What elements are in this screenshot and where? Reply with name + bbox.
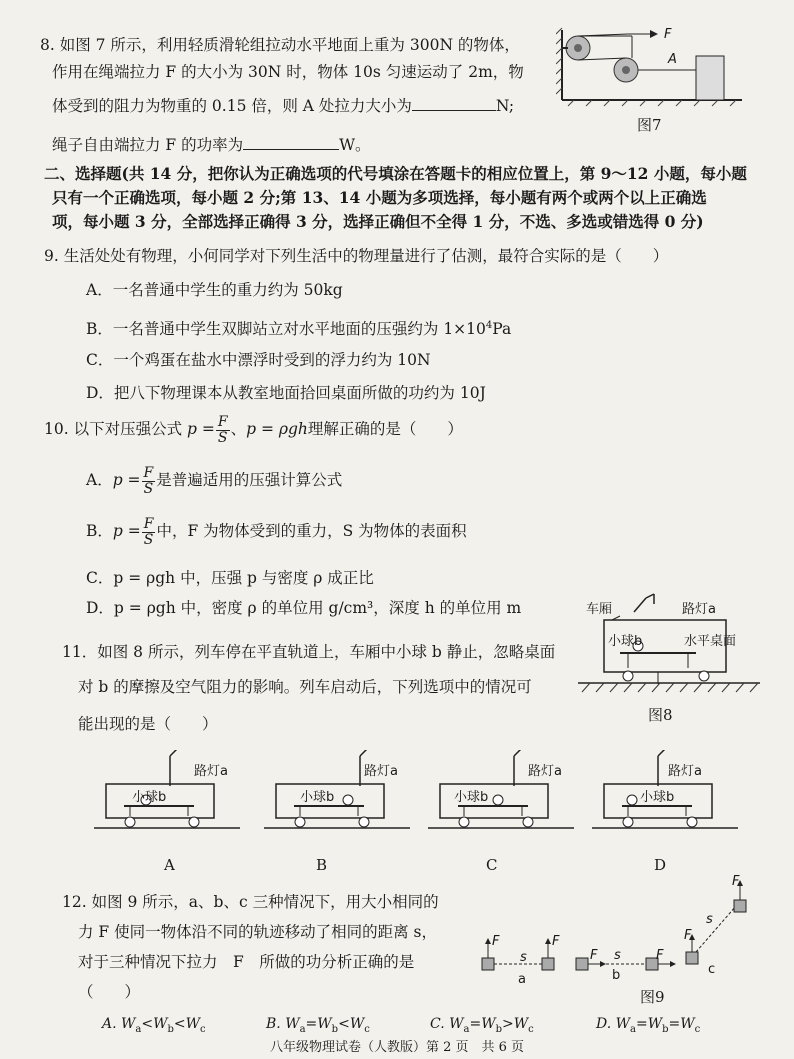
q12-option-c[interactable]: C. $W_a=W_b>W_c$ [430,1016,534,1035]
figure-9-a-force-1: F [492,934,500,949]
figure-8-label-car: 车厢 [586,602,613,617]
q10-pressure-eq: p = [187,420,215,438]
q12-option-d[interactable]: D. $W_a=W_b=W_c$ [596,1016,701,1035]
q9-option-c[interactable]: C．一个鸡蛋在盐水中漂浮时受到的浮力约为 10N [86,351,431,369]
figure-9-label-c: c [708,962,716,977]
figure-7-pulley [556,24,746,108]
q10-fraction [216,415,230,446]
q9-option-b-text: B．一名普通中学生双脚站立对水平地面的压强约为 1×10 [86,320,486,339]
figure-9-b-force-1: F [590,948,598,963]
q9-option-b-unit: Pa [492,320,512,339]
q9-option-b[interactable] [86,316,511,339]
q12-option-b-text: B. W [266,1016,300,1032]
q8-line4 [52,135,371,155]
section2-line2: 只有一个正确选项，每小题 2 分;第 13、14 小题为多项选择，每小题有两个或两个以上正确选 [52,188,707,207]
q12-option-b[interactable]: B. $W_a=W_b<W_c$ [266,1016,370,1035]
q12-option-a[interactable]: A. $W_a<W_b<W_c$ [102,1016,206,1035]
q8-line3-unit: N; [495,97,515,115]
q8-blank-1[interactable] [412,96,496,111]
q11-option-a-ball-label: 小球b [132,790,167,805]
q9-option-b-exponent: 4 [485,320,493,331]
q11-option-d-lamp-label: 路灯a [668,764,702,779]
section2-line1: 二、选择题(共 14 分，把你认为正确选项的代号填涂在答题卡的相应位置上，第 9～12 小题，每小题 [44,164,747,183]
q8-line2: 作用在绳端拉力 F 的大小为 30N 时，物体 10s 匀速运动了 2m，物 [52,63,524,81]
q9-option-d[interactable]: D．把八下物理课本从教室地面拾回桌面所做的功约为 10J [86,384,486,402]
q11-line1: 11．如图 8 所示，列车停在平直轨道上，车厢中小球 b 静止，忽略桌面 [62,643,556,661]
q11-option-d-ball-label: 小球b [640,790,675,805]
q10-stem-sep: 、 [230,420,247,438]
figure-9-b-force-2: F [656,948,664,963]
q8-line1: 8. 如图 7 所示，利用轻质滑轮组拉动水平地面上重为 300N 的物体， [40,36,520,54]
q8-line3 [52,96,514,116]
q10-frac-den: S [217,429,228,446]
q8-line4-text: 绳子自由端拉力 F 的功率为 [52,136,244,154]
page-footer: 八年级物理试卷（人教版）第 2 页 共 6 页 [269,1040,525,1055]
q10-frac-num: F [217,413,228,430]
figure-7-caption: 图7 [637,116,662,134]
figure-7-label-a: A [668,52,677,67]
q11-line2: 对 b 的摩擦及空气阻力的影响。列车启动后，下列选项中的情况可 [78,678,532,696]
q10-option-b[interactable] [86,516,467,548]
q12-line4: （ ） [78,983,141,1001]
q10-option-b-fraction [142,517,156,548]
q10-option-b-text: 中，F 为物体受到的重力，S 为物体的表面积 [156,522,467,540]
q10-option-a-den: S [143,480,154,497]
q10-option-a-letter: A． [86,471,113,489]
figure-9-a-distance: s [520,950,527,965]
figure-8-label-ball: 小球b [608,634,643,649]
q10-option-a-fraction [142,466,156,497]
q10-option-a-eq: p = [112,471,141,489]
figure-9-c-distance: s [706,912,713,927]
q10-option-a-text: 是普遍适用的压强计算公式 [156,471,343,489]
q10-option-b-num: F [143,515,154,532]
q11-choice-d[interactable]: D [654,856,667,874]
q10-option-a[interactable] [86,465,342,497]
figure-9-a-force-2: F [552,934,560,949]
q11-option-b-lamp-label: 路灯a [364,764,398,779]
q12-line3: 对于三种情况下拉力 F 所做的功分析正确的是 [78,953,415,971]
q10-option-b-eq: p = [112,522,141,540]
q10-stem [44,414,463,446]
figure-9-label-a: a [518,972,526,987]
figure-9-c-force-1: F [684,928,692,943]
figure-9-b-distance: s [614,948,621,963]
figure-9-label-b: b [612,968,621,983]
q11-choice-c[interactable]: C [486,856,498,874]
q10-option-b-letter: B． [86,522,113,540]
q8-line4-unit: W。 [339,136,371,154]
q9-stem: 9. 生活处处有物理，小何同学对下列生活中的物理量进行了估测，最符合实际的是（ ） [44,247,669,265]
q11-option-b-ball-label: 小球b [300,790,335,805]
figure-8-caption: 图8 [648,706,673,724]
figure-9-caption: 图9 [640,988,665,1006]
q11-choice-b[interactable]: B [316,856,328,874]
figure-8-label-lamp: 路灯a [682,602,716,617]
q10-option-a-num: F [143,464,154,481]
figure-8-label-table: 水平桌面 [684,634,737,649]
q10-option-d[interactable]: D．p = ρgh 中，密度 ρ 的单位用 g/cm³，深度 h 的单位用 m [86,599,522,617]
section2-line3: 项，每小题 3 分，全部选择正确得 3 分，选择正确但不全得 1 分，不选、多选或错选得 0 分) [52,212,704,231]
q10-option-c[interactable]: C．p = ρgh 中，压强 p 与密度 ρ 成正比 [86,569,374,587]
q11-option-c-lamp-label: 路灯a [528,764,562,779]
figure-7-label-f: F [664,27,672,42]
q11-option-c-ball-label: 小球b [454,790,489,805]
q11-option-a-lamp-label: 路灯a [194,764,228,779]
figure-9-force-diagrams [476,872,766,986]
figure-9-c-force-2: F [732,874,740,889]
q9-option-a[interactable]: A．一名普通中学生的重力约为 50kg [86,281,343,299]
q10-stem-tail: 理解正确的是（ ） [307,420,463,438]
q10-option-b-den: S [143,531,154,548]
q12-line2: 力 F 使同一物体沿不同的轨迹移动了相同的距离 s， [78,923,437,941]
q12-line1: 12. 如图 9 所示，a、b、c 三种情况下，用大小相同的 [62,893,439,911]
q8-line3-text: 体受到的阻力为物重的 0.15 倍，则 A 处拉力大小为 [52,97,412,115]
q10-stem-text: 10. 以下对压强公式 [44,420,183,438]
q12-option-c-text: C. W [430,1016,464,1032]
q11-choice-a[interactable]: A [164,856,175,874]
q12-option-d-text: D. W [596,1016,631,1032]
q12-option-a-text: A. W [102,1016,136,1032]
q8-blank-2[interactable] [243,135,339,150]
q10-rho-formula: p = ρgh [246,420,308,438]
q11-line3: 能出现的是（ ） [78,715,218,733]
